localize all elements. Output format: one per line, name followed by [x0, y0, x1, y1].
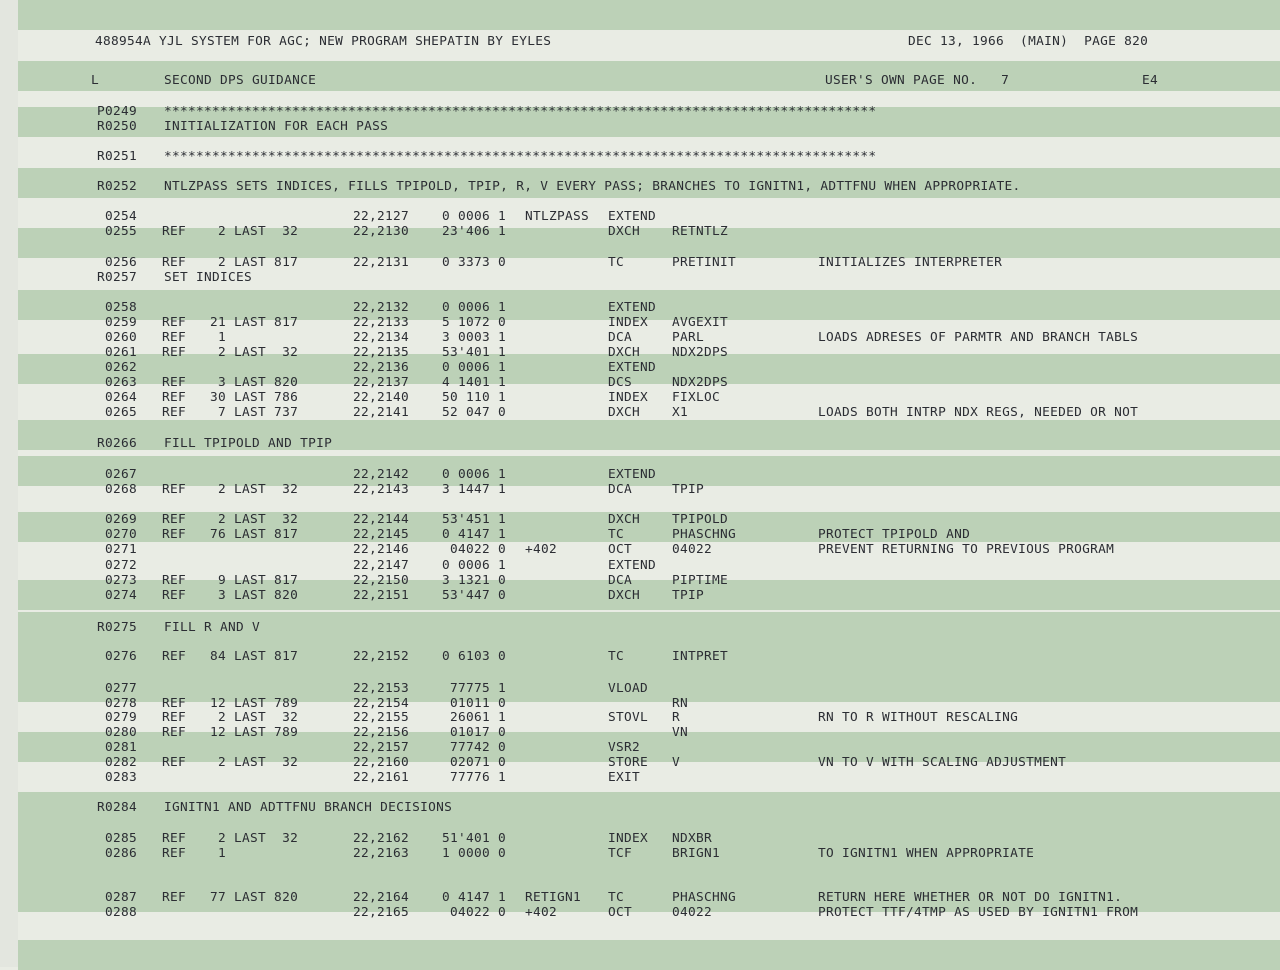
listing-line: [0, 890, 1280, 905]
card-number: 0265: [104, 405, 137, 420]
cross-reference: REF 77 LAST 820: [162, 890, 299, 905]
opcode: VSR2: [608, 740, 641, 755]
listing-line: [0, 209, 1280, 224]
memory-location: 22,2152: [353, 649, 410, 664]
operand: VN: [672, 725, 689, 740]
cross-reference: REF 2 LAST 32: [162, 512, 299, 527]
opcode: EXTEND: [608, 467, 657, 482]
comment-text: PROTECT TPIPOLD AND: [818, 527, 971, 542]
memory-location: 22,2142: [353, 467, 410, 482]
card-number: 0274: [104, 588, 137, 603]
cross-reference: REF 3 LAST 820: [162, 588, 299, 603]
card-number: 0271: [104, 542, 137, 557]
symbol-label: +402: [525, 542, 558, 557]
memory-location: 22,2132: [353, 300, 410, 315]
card-number: 0259: [104, 315, 137, 330]
opcode: TC: [608, 255, 625, 270]
opcode: EXIT: [608, 770, 641, 785]
listing-line: [0, 345, 1280, 360]
memory-location: 22,2131: [353, 255, 410, 270]
listing-line: [0, 390, 1280, 405]
octal-code: 0 6103 0: [441, 649, 506, 664]
octal-code: 4 1401 1: [441, 375, 506, 390]
octal-code: 0 4147 1: [441, 527, 506, 542]
card-number: 0283: [104, 770, 137, 785]
cross-reference: REF 21 LAST 817: [162, 315, 299, 330]
opcode: EXTEND: [608, 209, 657, 224]
card-number: 0287: [104, 890, 137, 905]
card-number: 0260: [104, 330, 137, 345]
memory-location: 22,2156: [353, 725, 410, 740]
card-number: R0251: [96, 149, 137, 164]
cross-reference: REF 12 LAST 789: [162, 725, 299, 740]
cross-reference: REF 2 LAST 32: [162, 224, 299, 239]
opcode: DXCH: [608, 345, 641, 360]
card-number: 0278: [104, 696, 137, 711]
listing-line: [0, 467, 1280, 482]
listing-line: [0, 255, 1280, 270]
memory-location: 22,2144: [353, 512, 410, 527]
cross-reference: REF 12 LAST 789: [162, 696, 299, 711]
listing-line: [0, 315, 1280, 330]
opcode: EXTEND: [608, 558, 657, 573]
opcode: INDEX: [608, 390, 649, 405]
operand: X1: [672, 405, 689, 420]
memory-location: 22,2164: [353, 890, 410, 905]
remark-text: SET INDICES: [164, 270, 253, 285]
operand: PARL: [672, 330, 705, 345]
operand: TPIP: [672, 482, 705, 497]
octal-code: 51'401 0: [441, 831, 506, 846]
octal-code: 0 3373 0: [441, 255, 506, 270]
card-number: R0275: [96, 620, 137, 635]
octal-code: 5 1072 0: [441, 315, 506, 330]
memory-location: 22,2134: [353, 330, 410, 345]
operand: PHASCHNG: [672, 890, 737, 905]
header-left: 488954A YJL SYSTEM FOR AGC; NEW PROGRAM SHEPATIN BY EYLES: [95, 34, 552, 49]
opcode: TC: [608, 527, 625, 542]
octal-code: 3 1447 1: [441, 482, 506, 497]
card-number: P0249: [96, 104, 137, 119]
comment-text: VN TO V WITH SCALING ADJUSTMENT: [818, 755, 1067, 770]
octal-code: 53'447 0: [441, 588, 506, 603]
card-number: R0266: [96, 436, 137, 451]
memory-location: 22,2162: [353, 831, 410, 846]
memory-location: 22,2153: [353, 681, 410, 696]
listing-line: [0, 436, 1280, 451]
octal-code: 0 0006 1: [441, 360, 506, 375]
cross-reference: REF 30 LAST 786: [162, 390, 299, 405]
listing-line: [0, 770, 1280, 785]
octal-code: 3 0003 1: [441, 330, 506, 345]
remark-text: INITIALIZATION FOR EACH PASS: [164, 119, 389, 134]
operand: 04022: [672, 905, 713, 920]
memory-location: 22,2133: [353, 315, 410, 330]
opcode: STORE: [608, 755, 649, 770]
opcode: OCT: [608, 542, 633, 557]
card-number: 0263: [104, 375, 137, 390]
cross-reference: REF 7 LAST 737: [162, 405, 299, 420]
opcode: DXCH: [608, 512, 641, 527]
octal-code: 53'401 1: [441, 345, 506, 360]
octal-code: 77742 0: [449, 740, 506, 755]
operand: AVGEXIT: [672, 315, 729, 330]
octal-code: 77776 1: [449, 770, 506, 785]
listing-line: [0, 270, 1280, 285]
opcode: STOVL: [608, 710, 649, 725]
listing-line: [0, 573, 1280, 588]
listing-line: [0, 588, 1280, 603]
memory-location: 22,2136: [353, 360, 410, 375]
card-number: 0268: [104, 482, 137, 497]
remark-text: *****************************************************************************************: [164, 149, 877, 164]
card-number: 0277: [104, 681, 137, 696]
cross-reference: REF 84 LAST 817: [162, 649, 299, 664]
remark-text: IGNITN1 AND ADTTFNU BRANCH DECISIONS: [164, 800, 453, 815]
memory-location: 22,2154: [353, 696, 410, 711]
listing-line: [0, 330, 1280, 345]
comment-text: LOADS BOTH INTRP NDX REGS, NEEDED OR NOT: [818, 405, 1139, 420]
operand: RETNTLZ: [672, 224, 729, 239]
operand: FIXLOC: [672, 390, 721, 405]
operand: 04022: [672, 542, 713, 557]
greenbar-band: [18, 0, 1280, 30]
page-subheader: [0, 73, 1280, 88]
card-number: 0276: [104, 649, 137, 664]
header-right: DEC 13, 1966 (MAIN) PAGE 820: [908, 34, 1149, 49]
listing-line: [0, 119, 1280, 134]
opcode: EXTEND: [608, 360, 657, 375]
listing-line: [0, 360, 1280, 375]
opcode: TCF: [608, 846, 633, 861]
octal-code: 0 0006 1: [441, 209, 506, 224]
memory-location: 22,2140: [353, 390, 410, 405]
comment-text: PROTECT TTF/4TMP AS USED BY IGNITN1 FROM: [818, 905, 1139, 920]
octal-code: 77775 1: [449, 681, 506, 696]
card-number: 0267: [104, 467, 137, 482]
listing-line: [0, 482, 1280, 497]
memory-location: 22,2165: [353, 905, 410, 920]
comment-text: LOADS ADRESES OF PARMTR AND BRANCH TABLS: [818, 330, 1139, 345]
listing-line: [0, 375, 1280, 390]
octal-code: 0 4147 1: [441, 890, 506, 905]
cross-reference: REF 2 LAST 32: [162, 710, 299, 725]
cross-reference: REF 1: [162, 846, 227, 861]
card-number: 0256: [104, 255, 137, 270]
memory-location: 22,2127: [353, 209, 410, 224]
octal-code: 1 0000 0: [441, 846, 506, 861]
octal-code: 02071 0: [449, 755, 506, 770]
card-number: R0284: [96, 800, 137, 815]
octal-code: 04022 0: [449, 905, 506, 920]
octal-code: 04022 0: [449, 542, 506, 557]
listing-line: [0, 104, 1280, 119]
page-header: [0, 34, 1280, 49]
opcode: DXCH: [608, 224, 641, 239]
operand: NDX2DPS: [672, 375, 729, 390]
card-number: 0281: [104, 740, 137, 755]
remark-text: NTLZPASS SETS INDICES, FILLS TPIPOLD, TPIP, R, V EVERY PASS; BRANCHES TO IGNITN1, ADTTFNU WHEN APPROPRIATE.: [164, 179, 1021, 194]
listing-line: [0, 542, 1280, 557]
memory-location: 22,2155: [353, 710, 410, 725]
card-number: 0261: [104, 345, 137, 360]
comment-text: PREVENT RETURNING TO PREVIOUS PROGRAM: [818, 542, 1115, 557]
listing-line: [0, 905, 1280, 920]
octal-code: 3 1321 0: [441, 573, 506, 588]
operand: NDX2DPS: [672, 345, 729, 360]
cross-reference: REF 3 LAST 820: [162, 375, 299, 390]
card-number: 0280: [104, 725, 137, 740]
octal-code: 26061 1: [449, 710, 506, 725]
listing-line: [0, 710, 1280, 725]
card-number: 0258: [104, 300, 137, 315]
octal-code: 0 0006 1: [441, 300, 506, 315]
listing-line: [0, 800, 1280, 815]
card-number: 0262: [104, 360, 137, 375]
opcode: INDEX: [608, 831, 649, 846]
memory-location: 22,2151: [353, 588, 410, 603]
listing-line: [0, 620, 1280, 635]
comment-text: RN TO R WITHOUT RESCALING: [818, 710, 1019, 725]
listing-line: [0, 740, 1280, 755]
opcode: DCA: [608, 330, 633, 345]
comment-text: TO IGNITN1 WHEN APPROPRIATE: [818, 846, 1035, 861]
memory-location: 22,2157: [353, 740, 410, 755]
octal-code: 0 0006 1: [441, 558, 506, 573]
subheader-title: SECOND DPS GUIDANCE: [164, 73, 317, 88]
operand: TPIP: [672, 588, 705, 603]
opcode: DCA: [608, 573, 633, 588]
listing-line: [0, 649, 1280, 664]
opcode: DCA: [608, 482, 633, 497]
listing-line: [0, 512, 1280, 527]
memory-location: 22,2147: [353, 558, 410, 573]
card-number: 0254: [104, 209, 137, 224]
octal-code: 01017 0: [449, 725, 506, 740]
card-number: R0250: [96, 119, 137, 134]
card-number: 0264: [104, 390, 137, 405]
memory-location: 22,2160: [353, 755, 410, 770]
symbol-label: NTLZPASS: [525, 209, 590, 224]
card-number: R0257: [96, 270, 137, 285]
opcode: DXCH: [608, 588, 641, 603]
card-number: 0288: [104, 905, 137, 920]
listing-line: [0, 300, 1280, 315]
cross-reference: REF 76 LAST 817: [162, 527, 299, 542]
symbol-label: +402: [525, 905, 558, 920]
opcode: OCT: [608, 905, 633, 920]
remark-text: FILL TPIPOLD AND TPIP: [164, 436, 333, 451]
listing-line: [0, 725, 1280, 740]
memory-location: 22,2146: [353, 542, 410, 557]
operand: INTPRET: [672, 649, 729, 664]
opcode: INDEX: [608, 315, 649, 330]
listing-line: [0, 755, 1280, 770]
memory-location: 22,2137: [353, 375, 410, 390]
listing-line: [0, 224, 1280, 239]
opcode: DXCH: [608, 405, 641, 420]
listing-line: [0, 846, 1280, 861]
octal-code: 23'406 1: [441, 224, 506, 239]
listing-line: [0, 527, 1280, 542]
comment-text: RETURN HERE WHETHER OR NOT DO IGNITN1.: [818, 890, 1123, 905]
octal-code: 52 047 0: [441, 405, 506, 420]
listing-line: [0, 179, 1280, 194]
opcode: VLOAD: [608, 681, 649, 696]
memory-location: 22,2145: [353, 527, 410, 542]
user-page-number: USER'S OWN PAGE NO. 7: [825, 73, 1010, 88]
card-number: 0270: [104, 527, 137, 542]
opcode: EXTEND: [608, 300, 657, 315]
cross-reference: REF 2 LAST 32: [162, 755, 299, 770]
card-number: 0255: [104, 224, 137, 239]
listing-line: [0, 149, 1280, 164]
listing-line: [0, 558, 1280, 573]
operand: RN: [672, 696, 689, 711]
remark-text: *****************************************************************************************: [164, 104, 877, 119]
operand: PHASCHNG: [672, 527, 737, 542]
symbol-label: RETIGN1: [525, 890, 582, 905]
listing-line: [0, 405, 1280, 420]
card-number: 0269: [104, 512, 137, 527]
remark-text: FILL R AND V: [164, 620, 261, 635]
memory-location: 22,2163: [353, 846, 410, 861]
listing-line: [0, 696, 1280, 711]
subheader-code: E4: [1142, 73, 1159, 88]
memory-location: 22,2143: [353, 482, 410, 497]
card-number: 0282: [104, 755, 137, 770]
card-number: 0279: [104, 710, 137, 725]
opcode: TC: [608, 649, 625, 664]
opcode: DCS: [608, 375, 633, 390]
octal-code: 0 0006 1: [441, 467, 506, 482]
subheader-mark: L: [91, 73, 100, 88]
operand: TPIPOLD: [672, 512, 729, 527]
cross-reference: REF 2 LAST 817: [162, 255, 299, 270]
operand: V: [672, 755, 681, 770]
operand: PIPTIME: [672, 573, 729, 588]
card-number: 0285: [104, 831, 137, 846]
listing-line: [0, 831, 1280, 846]
operand: PRETINIT: [672, 255, 737, 270]
operand: NDXBR: [672, 831, 713, 846]
cross-reference: REF 2 LAST 32: [162, 345, 299, 360]
card-number: 0273: [104, 573, 137, 588]
cross-reference: REF 2 LAST 32: [162, 831, 299, 846]
opcode: TC: [608, 890, 625, 905]
memory-location: 22,2130: [353, 224, 410, 239]
octal-code: 50 110 1: [441, 390, 506, 405]
card-number: R0252: [96, 179, 137, 194]
greenbar-band: [18, 940, 1280, 970]
octal-code: 01011 0: [449, 696, 506, 711]
card-number: 0272: [104, 558, 137, 573]
card-number: 0286: [104, 846, 137, 861]
memory-location: 22,2150: [353, 573, 410, 588]
operand: R: [672, 710, 681, 725]
octal-code: 53'451 1: [441, 512, 506, 527]
cross-reference: REF 9 LAST 817: [162, 573, 299, 588]
operand: BRIGN1: [672, 846, 721, 861]
memory-location: 22,2161: [353, 770, 410, 785]
listing-line: [0, 681, 1280, 696]
memory-location: 22,2141: [353, 405, 410, 420]
cross-reference: REF 2 LAST 32: [162, 482, 299, 497]
comment-text: INITIALIZES INTERPRETER: [818, 255, 1003, 270]
cross-reference: REF 1: [162, 330, 227, 345]
memory-location: 22,2135: [353, 345, 410, 360]
